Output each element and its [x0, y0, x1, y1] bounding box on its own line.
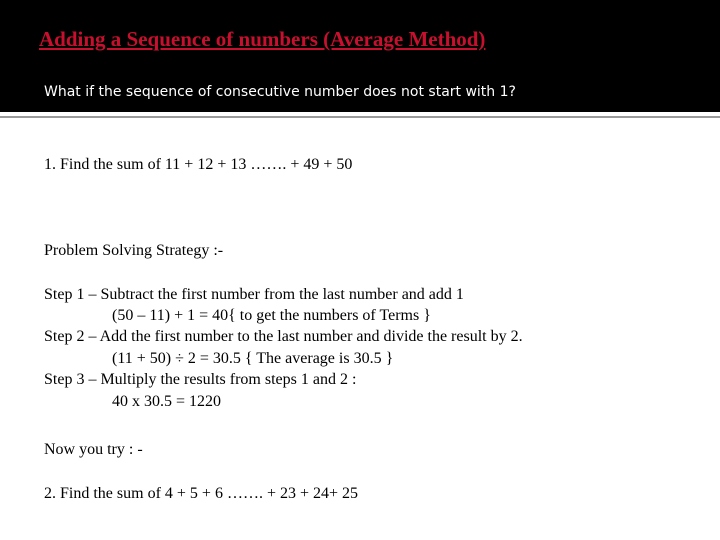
slide-title: Adding a Sequence of numbers (Average Method)	[39, 27, 486, 51]
step-2-detail: (11 + 50) ÷ 2 = 30.5 { The average is 30.5 }	[112, 350, 394, 367]
strategy-heading: Problem Solving Strategy :-	[44, 242, 224, 259]
problem-2: 2. Find the sum of 4 + 5 + 6 ……. + 23 + 24+ 25	[44, 485, 359, 502]
slide-subtitle: What if the sequence of consecutive number does not start with 1?	[44, 84, 516, 100]
step-3-heading: Step 3 – Multiply the results from steps 1 and 2 :	[44, 371, 357, 388]
slide-header	[0, 0, 720, 112]
step-1-detail: (50 – 11) + 1 = 40{ to get the numbers of Terms }	[112, 307, 431, 324]
step-2-heading: Step 2 – Add the first number to the last number and divide the result by 2.	[44, 328, 523, 345]
step-3-detail: 40 x 30.5 = 1220	[112, 393, 222, 410]
try-heading: Now you try : -	[44, 441, 143, 458]
header-divider-gray	[0, 116, 720, 118]
step-1-heading: Step 1 – Subtract the first number from the last number and add 1	[44, 286, 464, 303]
problem-1: 1. Find the sum of 11 + 12 + 13 ……. + 49 + 50	[44, 156, 353, 173]
